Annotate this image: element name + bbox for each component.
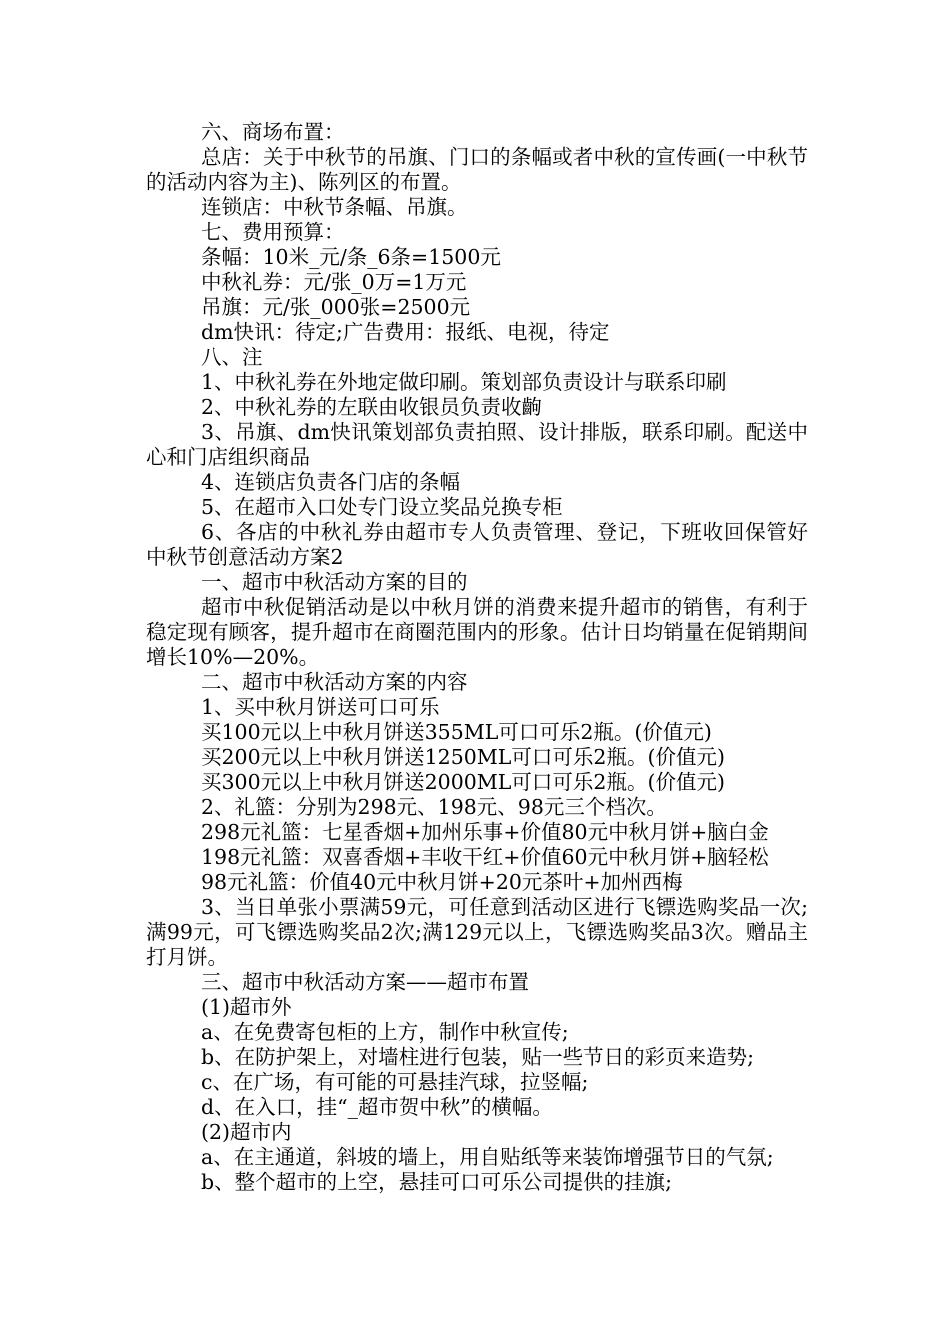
paragraph-plan2-section-3-heading: 三、超市中秋活动方案——超市布置 [201, 970, 529, 994]
paragraph-note-3: 3、吊旗、dm快讯策划部负责拍照、设计排版，联系印刷。配送中心和门店组织商品 [146, 420, 808, 469]
paragraph-note-6: 6、各店的中秋礼券由超市专人负责管理、登记，下班收回保管好 中秋节创意活动方案2 [146, 520, 848, 569]
paragraph-inside-b: b、整个超市的上空，悬挂可口可乐公司提供的挂旗; [201, 1170, 673, 1194]
document-body [146, 120, 848, 1195]
paragraph-inside-a: a、在主通道，斜坡的墙上，用自贴纸等来装饰增强节日的气氛; [201, 1145, 774, 1169]
paragraph-dm-cost: dm快讯：待定;广告费用：报纸、电视，待定 [201, 320, 610, 344]
paragraph-gift-basket-heading: 2、礼篮：分别为298元、198元、98元三个档次。 [201, 795, 667, 819]
paragraph-section-7-heading: 七、费用预算： [201, 220, 345, 244]
paragraph-cola-tier-100: 买100元以上中秋月饼送355ML可口可乐2瓶。(价值元) [201, 720, 712, 744]
paragraph-banner-cost: 条幅：10米_元/条_6条=1500元 [201, 245, 501, 269]
paragraph-outside-d: d、在入口，挂“_超市贺中秋”的横幅。 [201, 1095, 553, 1119]
paragraph-main-store: 总店：关于中秋节的吊旗、门口的条幅或者中秋的宣传画(一中秋节的活动内容为主)、陈列区的布置。 [146, 145, 808, 194]
paragraph-outside-a: a、在免费寄包柜的上方，制作中秋宣传; [201, 1020, 569, 1044]
paragraph-section-8-heading: 八、注 [201, 345, 263, 369]
paragraph-chain-store: 连锁店：中秋节条幅、吊旗。 [201, 195, 468, 219]
paragraph-basket-98: 98元礼篮：价值40元中秋月饼+20元茶叶+加州西梅 [201, 870, 683, 894]
paragraph-plan2-purpose: 超市中秋促销活动是以中秋月饼的消费来提升超市的销售，有利于稳定现有顾客，提升超市在商圈范围内的形象。估计日均销量在促销期间增长10%—20%。 [146, 595, 808, 669]
paragraph-cola-promo-heading: 1、买中秋月饼送可口可乐 [201, 695, 440, 719]
paragraph-note-4: 4、连锁店负责各门店的条幅 [201, 470, 461, 494]
paragraph-note-5: 5、在超市入口处专门设立奖品兑换专柜 [201, 495, 563, 519]
paragraph-inside-heading: (2)超市内 [201, 1120, 292, 1144]
paragraph-outside-b: b、在防护架上，对墙柱进行包装，贴一些节日的彩页来造势; [201, 1045, 755, 1069]
paragraph-plan2-section-2-heading: 二、超市中秋活动方案的内容 [201, 670, 468, 694]
paragraph-cola-tier-200: 买200元以上中秋月饼送1250ML可口可乐2瓶。(价值元) [201, 745, 725, 769]
paragraph-section-6-heading: 六、商场布置： [201, 120, 345, 144]
paragraph-plan2-section-1-heading: 一、超市中秋活动方案的目的 [201, 570, 468, 594]
paragraph-outside-heading: (1)超市外 [201, 995, 292, 1019]
paragraph-note-1: 1、中秋礼券在外地定做印刷。策划部负责设计与联系印刷 [201, 370, 727, 394]
paragraph-darts-promo: 3、当日单张小票满59元，可任意到活动区进行飞镖选购奖品一次;满99元，可飞镖选购奖品2次;满129元以上，飞镖选购奖品3次。赠品主打月饼。 [146, 895, 808, 969]
paragraph-basket-298: 298元礼篮：七星香烟+加州乐事+价值80元中秋月饼+脑白金 [201, 820, 769, 844]
paragraph-outside-c: c、在广场，有可能的可悬挂汽球，拉竖幅; [201, 1070, 589, 1094]
paragraph-basket-198: 198元礼篮：双喜香烟+丰收干红+价值60元中秋月饼+脑轻松 [201, 845, 769, 869]
paragraph-flag-cost: 吊旗：元/张_000张=2500元 [201, 295, 471, 319]
paragraph-voucher-cost: 中秋礼券：元/张_0万=1万元 [201, 270, 467, 294]
paragraph-note-2: 2、中秋礼券的左联由收银员负责收齣 [201, 395, 543, 419]
paragraph-cola-tier-300: 买300元以上中秋月饼送2000ML可口可乐2瓶。(价值元) [201, 770, 725, 794]
